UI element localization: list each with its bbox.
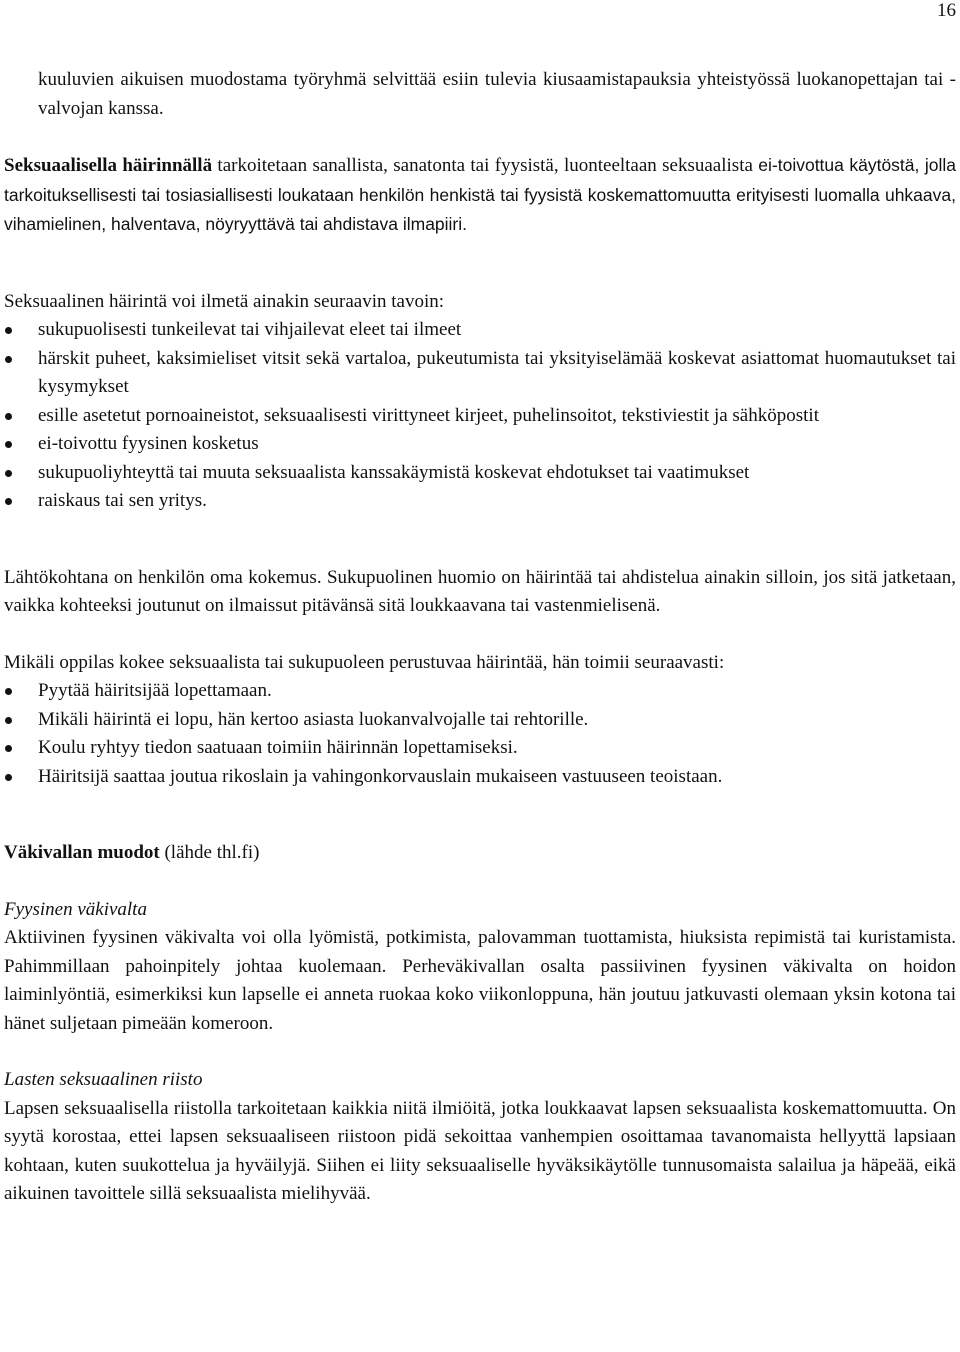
harassment-definition-sans: ei-toivottua käytöstä, jolla tarkoituksellisesti tai tosiasiallisesti loukataan henkilön henkistä tai fyysistä koskemattomuutta erityisesti luomalla uhkaava, vihamielinen, halventava, nöyryyttävä tai ahdistava ilmapiiri. <box>4 155 956 234</box>
list-item: Pyytää häiritsijää lopettamaan. <box>4 677 956 706</box>
forms-intro: Seksuaalinen häirintä voi ilmetä ainakin seuraavin tavoin: <box>4 290 445 312</box>
bullet-icon <box>5 413 12 420</box>
physical-violence-text: Aktiivinen fyysinen väkivalta voi olla lyömistä, potkimista, palovamman tuottamista, hiuksista repimistä tai kuristamista. Pahimmillaan pahoinpitely johtaa kuolemaan. Perheväkivallan osalta passiivinen fyysinen väkivalta on hoidon laiminlyöntiä, esimerkiksi kun lapselle ei anneta ruokaa koko viikonloppuna, hän joutuu jatkuvasti olemaan yksin kotona tai hänet suljetaan pimeään komeroon. <box>4 927 956 1034</box>
bullet-icon <box>5 470 12 477</box>
list-item: ei-toivottu fyysinen kosketus <box>4 430 956 459</box>
bullet-icon <box>5 327 12 334</box>
list-item: härskit puheet, kaksimieliset vitsit sekä vartaloa, pukeutumista tai yksityiselämää koskevat asiattomat huomautukset tai kysymykset <box>4 345 956 402</box>
bullet-icon <box>5 356 12 363</box>
harassment-term: Seksuaalisella häirinnällä <box>4 155 213 176</box>
harassment-definition <box>4 151 956 240</box>
list-item: Häiritsijä saattaa joutua rikoslain ja vahingonkorvauslain mukaiseen vastuuseen teoistaan. <box>4 763 956 792</box>
sexual-abuse-title: Lasten seksuaalinen riisto <box>4 1069 203 1090</box>
violence-heading-source: (lähde thl.fi) <box>159 842 260 863</box>
bullet-icon <box>5 688 12 695</box>
steps-intro: Mikäli oppilas kokee seksuaalista tai sukupuoleen perustuvaa häirintää, hän toimii seuraavasti: <box>4 651 725 673</box>
bullet-icon <box>5 774 12 781</box>
document-body <box>4 66 956 1209</box>
list-item: Koulu ryhtyy tiedon saatuaan toimiin häirinnän lopettamiseksi. <box>4 734 956 763</box>
list-item: sukupuoliyhteyttä tai muuta seksuaalista kanssakäymistä koskevat ehdotukset tai vaatimukset <box>4 459 956 488</box>
forms-list <box>4 316 956 516</box>
page-number: 16 <box>937 0 956 21</box>
bullet-icon <box>5 717 12 724</box>
intro-continuation: kuuluvien aikuisen muodostama työryhmä selvittää esiin tulevia kiusaamistapauksia yhteistyössä luokanopettajan tai -valvojan kanssa. <box>38 69 956 119</box>
violence-heading <box>4 839 956 868</box>
bullet-icon <box>5 441 12 448</box>
violence-heading-bold: Väkivallan muodot <box>4 842 160 863</box>
steps-list <box>4 677 956 791</box>
harassment-definition-serif: tarkoitetaan sanallista, sanatonta tai fyysistä, luonteeltaan seksuaalista <box>212 155 753 176</box>
starting-point-paragraph: Lähtökohtana on henkilön oma kokemus. Sukupuolinen huomio on häirintää tai ahdistelua ainakin silloin, jos sitä jatketaan, vaikka kohteeksi joutunut on ilmaissut pitävänsä sitä loukkaavana tai vastenmielisenä. <box>4 566 956 616</box>
list-item: esille asetetut pornoaineistot, seksuaalisesti virittyneet kirjeet, puhelinsoitot, tekstiviestit ja sähköpostit <box>4 402 956 431</box>
bullet-icon <box>5 498 12 505</box>
physical-violence-title: Fyysinen väkivalta <box>4 898 147 920</box>
bullet-icon <box>5 745 12 752</box>
list-item: Mikäli häirintä ei lopu, hän kertoo asiasta luokanvalvojalle tai rehtorille. <box>4 706 956 735</box>
list-item: sukupuolisesti tunkeilevat tai vihjailevat eleet tai ilmeet <box>4 316 956 345</box>
sexual-abuse-text: Lapsen seksuaalisella riistolla tarkoitetaan kaikkia niitä ilmiöitä, jotka loukkaavat lapsen seksuaalista koskemattomuutta. On syytä korostaa, ettei lapsen seksuaaliseen riistoon pidä sekoittaa vanhempien osoittamaa tavanomaista hellyyttä lapsiaan kohtaan, kuten suukottelua ja hyväilyjä. Siihen ei liity seksuaaliselle hyväksikäytölle tunnusomaista salailua ja häpeää, eikä aikuinen tavoittele sillä seksuaalista mielihyvää. <box>4 1097 956 1204</box>
list-item: raiskaus tai sen yritys. <box>4 487 956 516</box>
